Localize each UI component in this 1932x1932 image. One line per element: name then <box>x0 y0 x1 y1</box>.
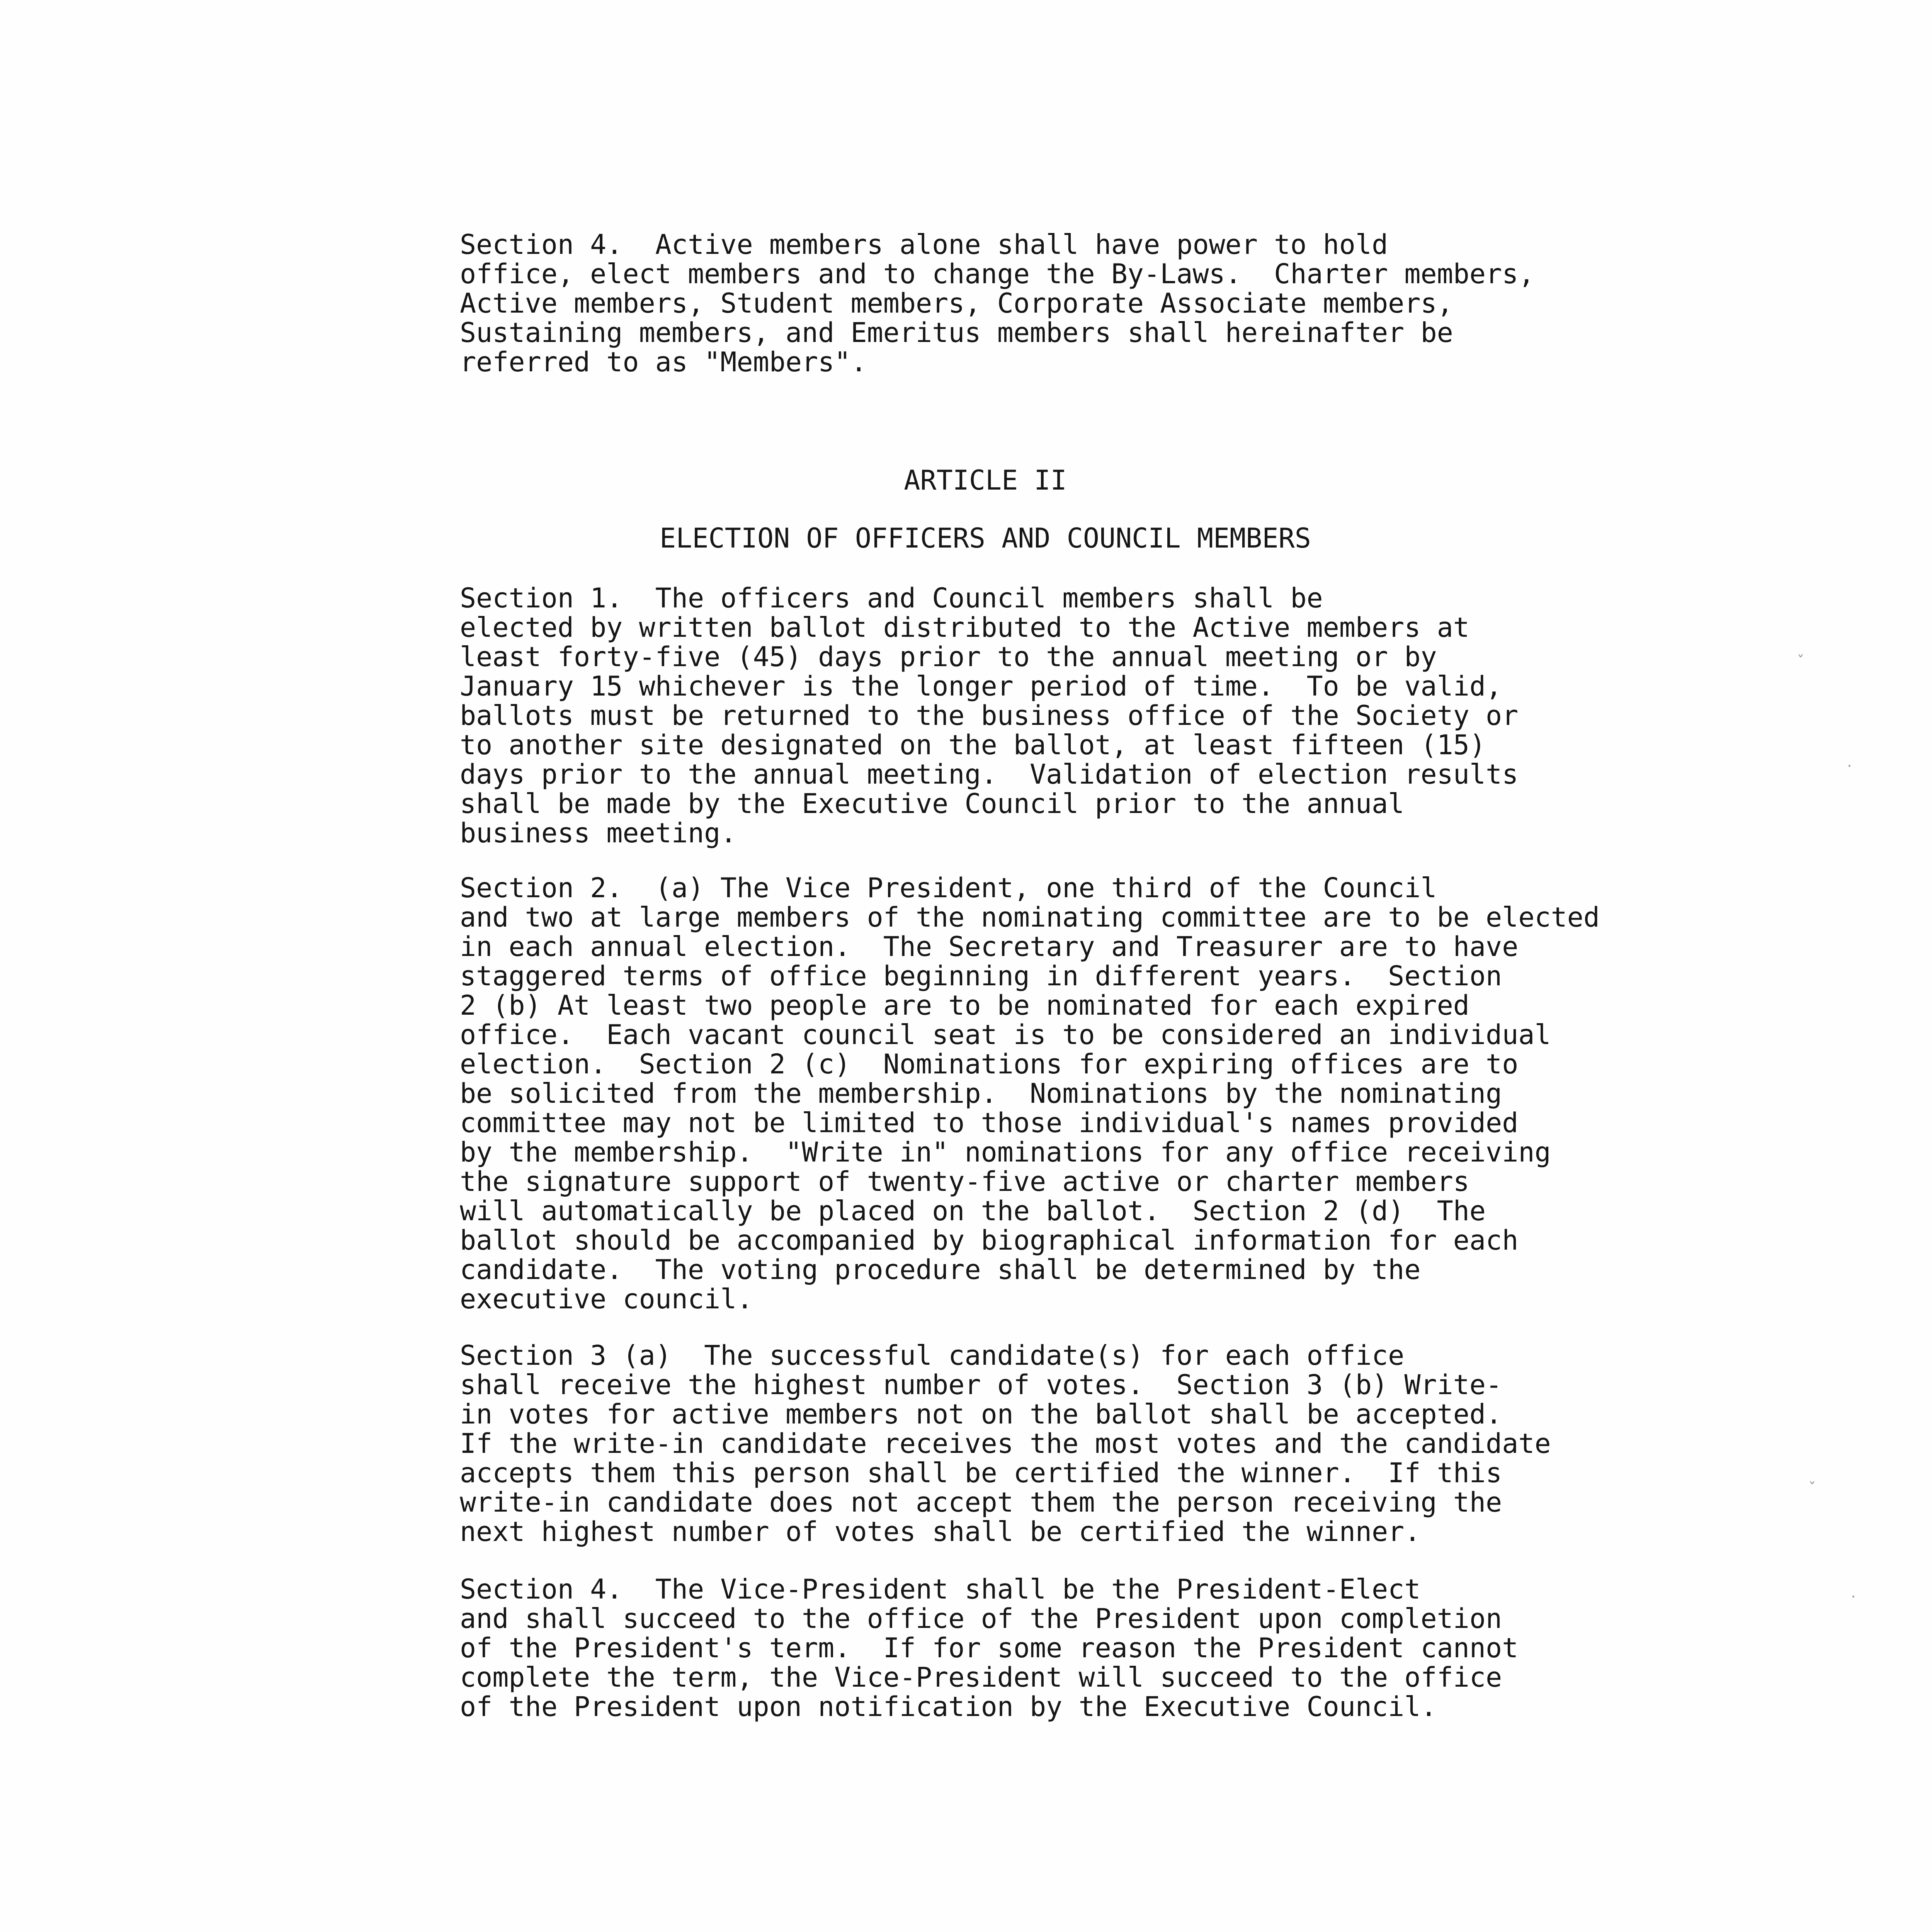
scan-speck: · <box>1851 1588 1856 1606</box>
article-heading: ARTICLE II <box>904 464 1067 496</box>
section-3-paragraph: Section 3 (a) The successful candidate(s) for each office shall receive the highest number of votes. Section 3 (b) Write- in votes for active members not on the ballot shall be accepted. If the write-in candidate receives the most votes and the candidate accepts them this person shall be certified the winner. If this write-in candidate does not accept them the person receiving the next highest number of votes shall be certified the winner. <box>460 1340 1551 1548</box>
section-2-paragraph: Section 2. (a) The Vice President, one third of the Council and two at large members of the nominating committee are to be elected in each annual election. The Secretary and Treasurer are to have staggered terms of office beginning in different years. Section 2 (b) At least two people are to be nominated for each expired office. Each vacant council seat is to be considered an individual election. Section 2 (c) Nominations for expiring offices are to be solicited from the membership. Nominations by the nominating committee may not be limited to those individual's names provided by the membership. "Write in" nominations for any office receiving the signature support of twenty-five active or charter members will automatically be placed on the ballot. Section 2 (d) The ballot should be accompanied by biographical information for each candidate. The voting procedure shall be determined by the executive council. <box>460 872 1600 1315</box>
scan-speck: ˇ <box>1797 653 1804 671</box>
section-4-membership-paragraph: Section 4. Active members alone shall have power to hold office, elect members and to change the By-Laws. Charter members, Active members, Student members, Corporate Associate members, Sustaining members, and Emeritus members shall hereinafter be referred to as "Members". <box>460 229 1535 378</box>
article-title: ELECTION OF OFFICERS AND COUNCIL MEMBERS <box>660 522 1311 554</box>
section-1-paragraph: Section 1. The officers and Council members shall be elected by written ballot distributed to the Active members at least forty-five (45) days prior to the annual meeting or by January 15 whichever is the longer period of time. To be valid, ballots must be returned to the business office of the Society or to another site designated on the ballot, at least fifteen (15) days prior to the annual meeting. Validation of election results shall be made by the Executive Council prior to the annual business meeting. <box>460 582 1519 849</box>
section-4-paragraph: Section 4. The Vice-President shall be the President-Elect and shall succeed to the office of the President upon completion of the President's term. If for some reason the President cannot complete the term, the Vice-President will succeed to the office of the President upon notification by the Executive Council. <box>460 1573 1519 1723</box>
scan-speck: · <box>1847 757 1852 775</box>
scan-speck: ˇ <box>1808 1480 1816 1498</box>
